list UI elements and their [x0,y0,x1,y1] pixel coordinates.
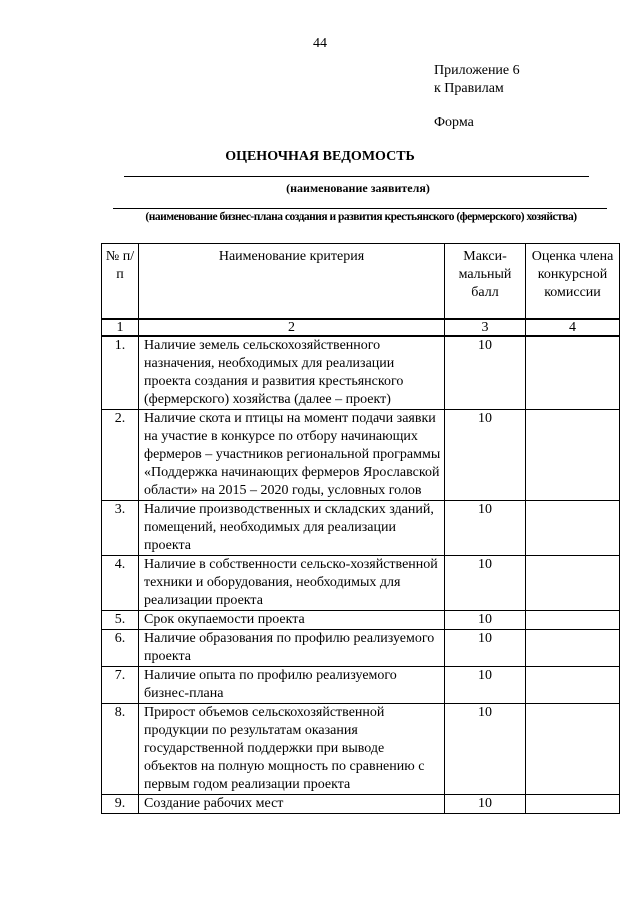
row-number: 6. [102,630,139,667]
criterion-text: Наличие скота и птицы на момент подачи заявки на участие в конкурсе по отбору начинающих фермеров – участников региональной программы «Поддержка начинающих фермеров Ярославской области» на 2015 – 2020 годы, условных голов [139,410,445,501]
header-max-score: Макси-мальный балл [445,244,526,320]
form-label: Форма [434,115,474,130]
row-number: 3. [102,501,139,556]
commission-score-cell[interactable] [526,410,620,501]
table-row [102,556,620,611]
row-number: 4. [102,556,139,611]
commission-score-cell[interactable] [526,704,620,795]
header-criterion: Наименование критерия [139,244,445,320]
max-score: 10 [445,630,526,667]
document-title: ОЦЕНОЧНАЯ ВЕДОМОСТЬ [225,149,415,164]
column-number: 3 [445,319,526,336]
row-number: 2. [102,410,139,501]
criterion-text: Наличие опыта по профилю реализуемого бизнес-плана [139,667,445,704]
table-row [102,611,620,630]
plan-caption: (наименование бизнес-плана создания и развития крестьянского (фермерского) хозяйства) [145,211,577,223]
page-number: 44 [313,36,327,51]
row-number: 8. [102,704,139,795]
max-score: 10 [445,611,526,630]
row-number: 9. [102,795,139,814]
commission-score-cell[interactable] [526,611,620,630]
plan-name-line [113,208,607,209]
column-number: 2 [139,319,445,336]
column-number-row [102,319,620,336]
table-row [102,336,620,410]
criterion-text: Наличие образования по профилю реализуемого проекта [139,630,445,667]
table-row [102,630,620,667]
column-number: 1 [102,319,139,336]
appendix-line-2: к Правилам [434,81,504,96]
commission-score-cell[interactable] [526,795,620,814]
table-header-row [102,244,620,320]
table-row [102,795,620,814]
max-score: 10 [445,795,526,814]
max-score: 10 [445,336,526,410]
table-row [102,501,620,556]
evaluation-table-body [102,244,620,814]
commission-score-cell[interactable] [526,630,620,667]
row-number: 5. [102,611,139,630]
max-score: 10 [445,667,526,704]
row-number: 1. [102,336,139,410]
max-score: 10 [445,410,526,501]
criterion-text: Создание рабочих мест [139,795,445,814]
applicant-caption: (наименование заявителя) [286,181,430,195]
appendix-line-1: Приложение 6 [434,63,520,78]
table-row [102,410,620,501]
max-score: 10 [445,556,526,611]
table-row [102,667,620,704]
applicant-name-line [124,176,589,177]
commission-score-cell[interactable] [526,336,620,410]
row-number: 7. [102,667,139,704]
evaluation-table [101,243,620,814]
table-row [102,704,620,795]
max-score: 10 [445,501,526,556]
header-number: № п/п [102,244,139,320]
commission-score-cell[interactable] [526,501,620,556]
criterion-text: Срок окупаемости проекта [139,611,445,630]
criterion-text: Наличие производственных и складских зданий, помещений, необходимых для реализации проекта [139,501,445,556]
column-number: 4 [526,319,620,336]
appendix-reference [434,62,520,98]
commission-score-cell[interactable] [526,556,620,611]
max-score: 10 [445,704,526,795]
commission-score-cell[interactable] [526,667,620,704]
criterion-text: Прирост объемов сельскохозяйственной продукции по результатам оказания государственной поддержки при выводе объектов на полную мощность по сравнению с первым годом реализации проекта [139,704,445,795]
criterion-text: Наличие земель сельскохозяйственного назначения, необходимых для реализации проекта создания и развития крестьянского (фермерского) хозяйства (далее – проект) [139,336,445,410]
criterion-text: Наличие в собственности сельско-хозяйственной техники и оборудования, необходимых для реализации проекта [139,556,445,611]
header-commission-score: Оценка члена конкурсной комиссии [526,244,620,320]
